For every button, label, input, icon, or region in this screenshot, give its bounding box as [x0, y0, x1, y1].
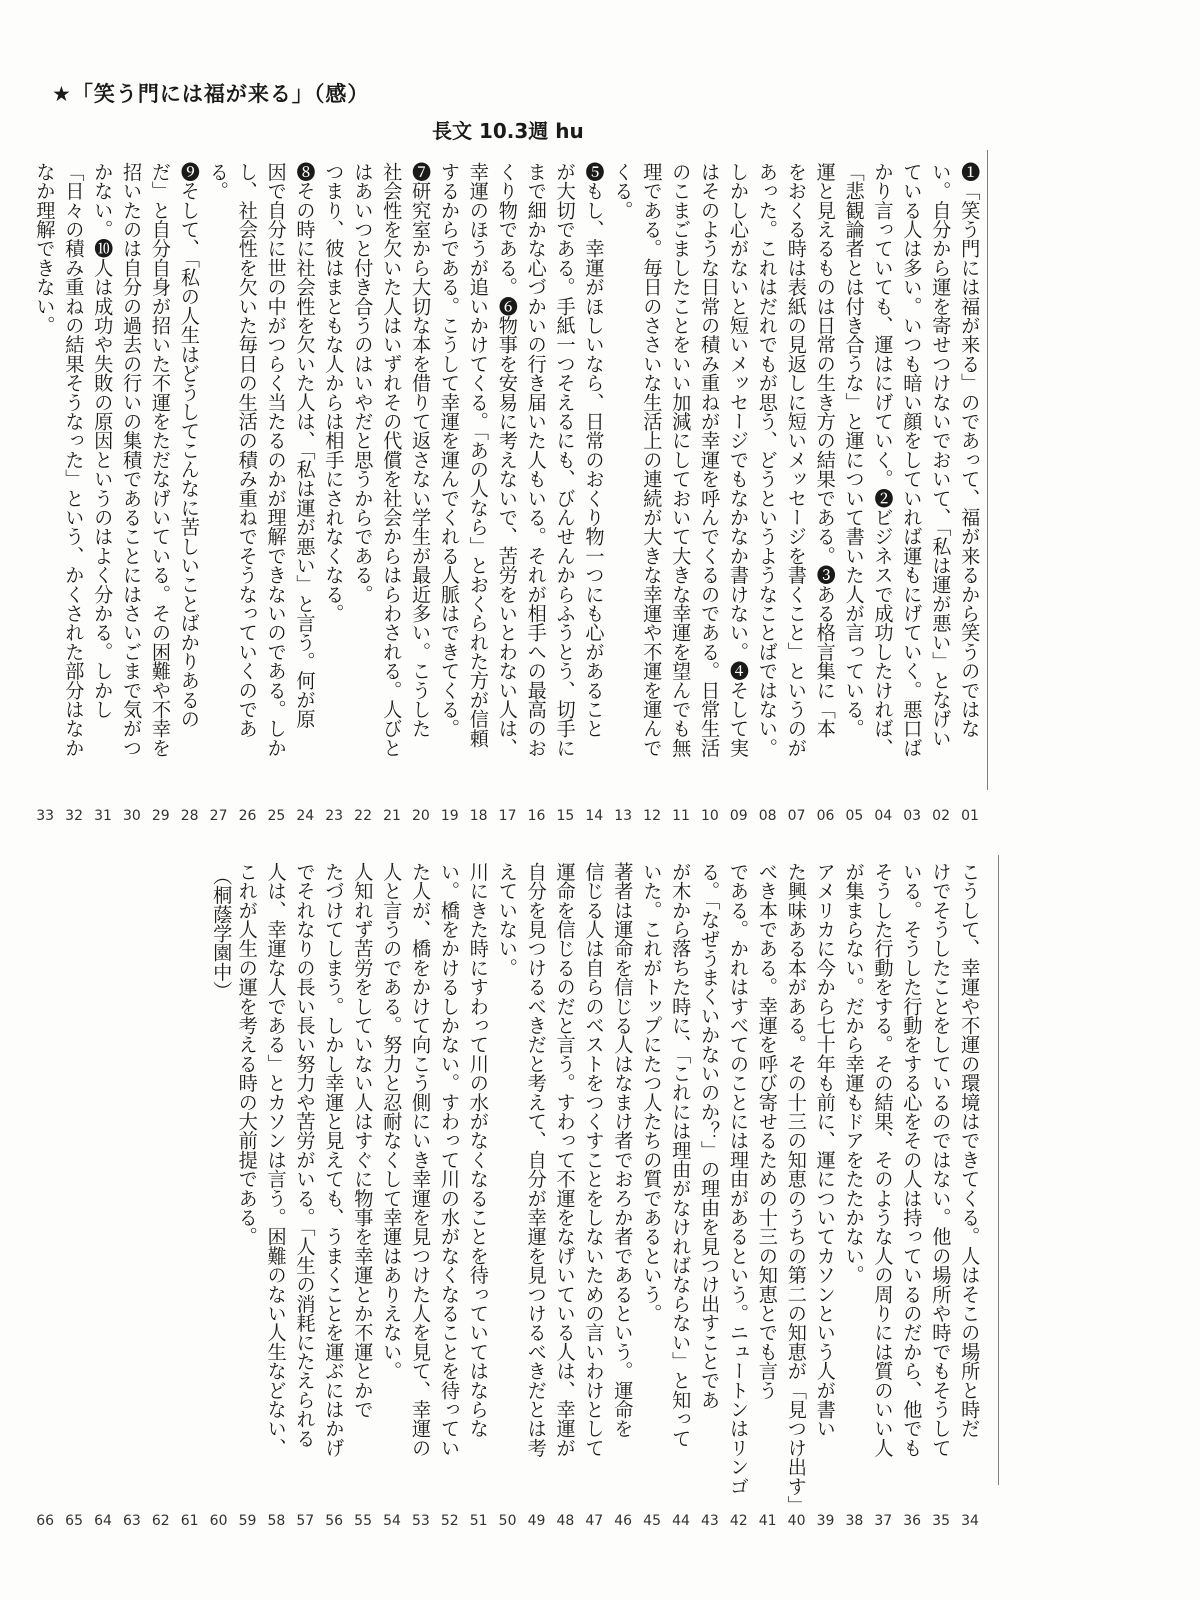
line-number: 66: [36, 1513, 55, 1529]
line-number: 46: [614, 1513, 633, 1529]
line-number: 55: [354, 1513, 372, 1529]
line-number: 57: [296, 1513, 315, 1529]
line-number: 12: [643, 808, 661, 824]
line-number: 14: [585, 808, 604, 824]
line-number: 63: [122, 1513, 141, 1529]
line-number: 53: [411, 1513, 430, 1529]
text-line: 因で自分に世の中がつらく当たるのかが理解できないのである。しか: [264, 162, 288, 758]
text-line: そうした行動をする。その結果、そのような人の周りには質のいい人: [871, 862, 895, 1458]
text-line: 招いたのは自分の過去の行いの集積であることにはさいごまで気がつ: [120, 162, 144, 758]
line-number: 44: [672, 1513, 690, 1529]
text-line: 人と言うのである。努力と忍耐なくして幸運はありえない。: [380, 862, 404, 1381]
text-line: だ」と自分自身が招いた不運をただなげいている。その困難や不幸を: [149, 162, 172, 758]
text-line: し、社会性を欠いた毎日の生活の積み重ねでそうなっていくのであ: [235, 162, 259, 738]
line-number: 61: [180, 1513, 199, 1529]
line-number: 11: [672, 808, 690, 824]
line-number: 23: [325, 808, 344, 824]
text-line: い。橋をかけるしかない。すわって川の水がなくなることを待ってい: [438, 862, 461, 1458]
text-line: る。「なぜうまくいかないのか？」の理由を見つけ出すことであ: [698, 862, 722, 1410]
line-number: 48: [556, 1513, 575, 1529]
line-number: 64: [94, 1513, 112, 1529]
line-number: 39: [816, 1513, 835, 1529]
text-line: かない。❿人は成功や失敗の原因というのはよく分かる。しかし: [91, 162, 115, 719]
page-subtitle: 長文 10.3週 hu: [432, 119, 584, 143]
line-number: 59: [238, 1513, 257, 1529]
line-number: 29: [151, 808, 170, 824]
line-number: 21: [383, 808, 401, 824]
text-line: しかし心がないと短いメッセージでもなかなか書けない。❹そして実: [727, 162, 750, 758]
line-number: 54: [383, 1513, 401, 1529]
text-line: 信じる人は自らのベストをつくすことをしないための言いわけとして: [582, 862, 606, 1458]
text-line: た興味ある本がある。その十三の知恵のうちの第二の知恵が「見つけ出す」: [784, 862, 808, 1515]
line-number: 33: [36, 808, 55, 824]
line-number: 08: [758, 808, 777, 824]
text-line: 人知れず苦労をしていない人はすぐに物事を幸運とか不運とかで: [351, 862, 375, 1419]
text-line: る。: [206, 162, 230, 201]
line-number: 38: [845, 1513, 864, 1529]
text-line: なか理解できない。: [33, 162, 57, 335]
line-number: 13: [614, 808, 633, 824]
source-citation: （桐蔭学園中）: [210, 866, 234, 1001]
text-line: ❶「笑う門には福が来る」のであって、福が来るから笑うのではな: [958, 162, 982, 738]
line-number: 40: [787, 1513, 806, 1529]
text-line: べき本である。幸運を呼び寄せるための十三の知恵とでも言う: [755, 862, 779, 1400]
text-line: 理である。毎日のささいな生活上の連続が大きな幸運や不運を運んで: [640, 162, 664, 758]
line-number: 18: [469, 808, 488, 824]
line-number: 19: [440, 808, 459, 824]
line-number: 01: [961, 808, 979, 824]
line-number: 05: [845, 808, 864, 824]
text-line: 運命を信じるのだと言う。すわって不運をなげいている人は、幸運が: [553, 862, 577, 1458]
line-number: 06: [816, 808, 835, 824]
line-number: 28: [180, 808, 199, 824]
text-line: いる。そうした行動をする心をその人は持っているのだから、他でも: [900, 862, 924, 1458]
pencil-mark: [998, 855, 999, 1485]
line-number: 36: [903, 1513, 922, 1529]
line-number: 22: [354, 808, 372, 824]
line-number: 47: [585, 1513, 604, 1529]
line-number: 50: [498, 1513, 517, 1529]
line-number: 42: [729, 1513, 748, 1529]
text-line: 著者は運命を信じる人はなまけ者でおろか者であるという。運命を: [611, 862, 635, 1438]
text-line: あった。これはだれでもが思う、どうというようなことばではない。: [755, 162, 779, 758]
text-line: これが人生の運を考える時の大前提である。: [235, 862, 259, 1246]
line-number: 41: [758, 1513, 777, 1529]
line-number: 17: [498, 808, 517, 824]
text-line: つまり、彼はまともな人からは相手にされなくなる。: [322, 162, 346, 623]
text-line: かり言っていても、運はにげていく。❷ビジネスで成功したければ、: [871, 162, 895, 758]
text-line: たづけてしまう。しかし幸運と見えても、うまくことを運ぶにはかげ: [322, 862, 346, 1458]
line-number: 26: [238, 808, 257, 824]
line-number: 49: [527, 1513, 546, 1529]
text-line: ている人は多い。いつも暗い顔をしていれば運もにげていく。悪口ば: [900, 162, 924, 758]
text-line: 人は、幸運な人である」とカソンは言う。困難のない人生などない、: [264, 862, 288, 1458]
line-number: 65: [65, 1513, 83, 1529]
line-number: 52: [440, 1513, 459, 1529]
text-line: けでそうしたことをしているのではない。他の場所や時でもそうして: [929, 862, 953, 1458]
page-title: ★「笑う門には福が来る」（感）: [52, 82, 370, 106]
text-line: をおくる時は表紙の見返しに短いメッセージを書くこと」というのが: [784, 162, 808, 758]
text-line: 「悲観論者とは付き合うな」と運について書いた人が言っている。: [842, 162, 866, 738]
text-line: 幸運のほうが追いかけてくる。「あの人なら」とおくられた方が信頼: [466, 162, 490, 748]
text-line: はそのような日常の積み重ねが幸運を呼んでくるのである。日常生活: [698, 162, 722, 758]
pencil-mark: [987, 150, 988, 790]
line-number: 10: [700, 808, 719, 824]
line-number: 31: [94, 808, 112, 824]
text-line: こうして、幸運や不運の環境はできてくる。人はそこの場所と時だ: [958, 862, 982, 1438]
text-line: 自分を見つけるべきだと考えて、自分が幸運を見つけるべきだとは考: [524, 862, 548, 1458]
text-line: い。自分から運を寄せつけないでおいて、「私は運が悪い」となげい: [929, 162, 953, 748]
line-number: 62: [151, 1513, 170, 1529]
text-line: まで細かな心づかいの行き届いた人もいる。それが相手への最高のお: [524, 162, 548, 758]
line-number: 60: [209, 1513, 228, 1529]
text-line: のこまごましたことをいい加減にしておいて大きな幸運を望んでも無: [669, 162, 693, 758]
text-line: が大切である。手紙一つそえるにも、びんせんからふうとう、切手に: [553, 162, 577, 758]
text-line: 社会性を欠いた人はいずれその代償を社会からはらわされる。人びと: [380, 162, 404, 758]
line-number: 56: [325, 1513, 344, 1529]
line-number: 07: [787, 808, 806, 824]
text-line: 川にきた時にすわって川の水がなくなることを待っていてはならな: [466, 862, 490, 1438]
text-line: ❼研究室から大切な本を借りて返さない学生が最近多い。こうした: [409, 162, 433, 738]
text-line: 「日々の積み重ねの結果そうなった」という、かくされた部分はなか: [62, 162, 86, 758]
line-number: 03: [903, 808, 922, 824]
text-line: が集まらない。だから幸運もドアをたたかない。: [842, 862, 866, 1285]
line-number: 24: [296, 808, 315, 824]
line-number: 25: [267, 808, 286, 824]
text-line: くり物である。❻物事を安易に考えないで、苦労をいとわない人は、: [495, 162, 519, 758]
line-number: 30: [122, 808, 141, 824]
text-line: はあいつと付き合うのはいやだと思うからである。: [351, 162, 375, 604]
line-number: 15: [556, 808, 575, 824]
line-number: 45: [643, 1513, 661, 1529]
text-line: でそれなりの長い長い努力や苦労がいる。「人生の消耗にたえられる: [293, 862, 317, 1448]
text-line: えていない。: [495, 862, 519, 978]
line-number: 04: [874, 808, 893, 824]
text-line: ❺もし、幸運がほしいなら、日常のおくり物一つにも心があること: [582, 162, 606, 738]
line-number: 51: [469, 1513, 488, 1529]
line-number: 09: [729, 808, 748, 824]
line-number: 43: [700, 1513, 719, 1529]
text-line: である。かれはすべてのことには理由があるという。ニュートンはリンゴ: [727, 862, 750, 1496]
line-number: 20: [411, 808, 430, 824]
line-number: 35: [932, 1513, 950, 1529]
text-line: た人が、橋をかけて向こう側にいき幸運を見つけた人を見て、幸運の: [409, 862, 433, 1458]
line-number: 02: [932, 808, 950, 824]
line-number: 37: [874, 1513, 893, 1529]
text-line: いた。これがトップにたつ人たちの質であるという。: [640, 862, 664, 1323]
text-line: ❽その時に社会性を欠いた人は、「私は運が悪い」と言う。何が原: [293, 162, 317, 729]
line-number: 34: [961, 1513, 979, 1529]
text-line: ❾そして、「私の人生はどうしてこんなに苦しいことばかりあるの: [177, 162, 201, 729]
text-line: が木から落ちた時に、「これには理由がなければならない」と知って: [669, 862, 693, 1448]
line-number: 27: [209, 808, 228, 824]
text-line: アメリカに今から七十年も前に、運についてカソンという人が書い: [813, 862, 837, 1438]
line-number: 58: [267, 1513, 286, 1529]
text-line: するからである。こうして幸運を運んでくれる人脈はできてくる。: [438, 162, 461, 738]
line-number: 16: [527, 808, 546, 824]
text-line: くる。: [611, 162, 635, 220]
line-number: 32: [65, 808, 83, 824]
text-line: 運と見えるものは日常の生き方の結果である。❸ある格言集に「本: [813, 162, 837, 738]
